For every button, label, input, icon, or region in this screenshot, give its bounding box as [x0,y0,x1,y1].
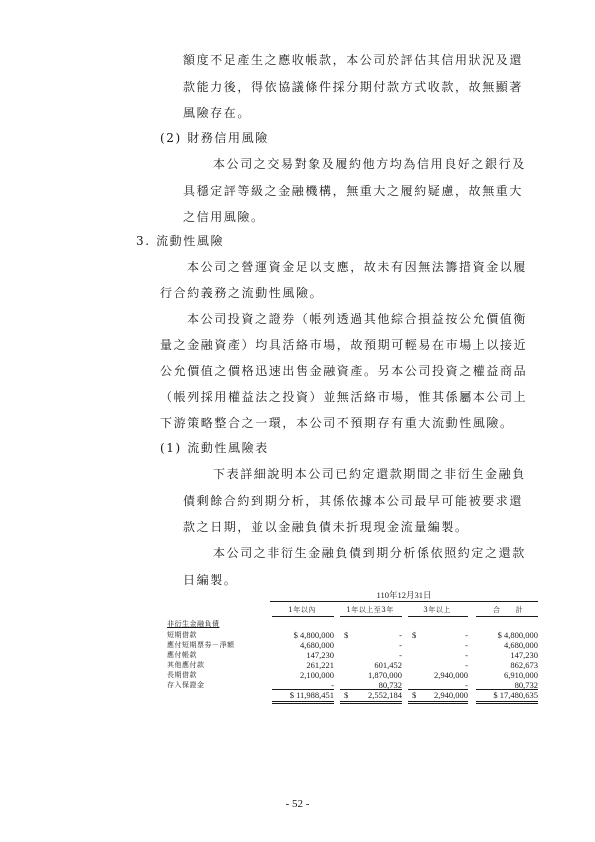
table-date-header: 110年12月31日 [376,590,432,600]
table-cell: 80,732 [514,680,538,690]
table-cell: 2,100,000 [300,670,334,680]
paragraph-line: 本公司之交易對象及履約他方均為信用良好之銀行及 [213,157,526,171]
table-cell: 80,732 [378,680,402,690]
row-label: 長期借款 [167,671,197,679]
section-heading: 3. 流動性風險 [136,234,225,248]
table-cell: 147,230 [510,650,538,660]
total-cell: $ 11,988,451 [289,690,334,700]
paragraph-line: 下表詳細說明本公司已約定還款期間之非衍生金融負 [213,467,526,481]
table-cell: - [399,650,402,660]
paragraph-line: 量之金融資產）均具活絡市場，故預期可輕易在市場上以接近 [160,338,528,352]
column-header: 3年以上 [423,606,451,614]
paragraph-line: 公允價值之價格迅速出售金融資產。另本公司投資之權益商品 [160,364,528,378]
row-label: 其他應付款 [167,661,205,669]
row-label: 應付短期票券－淨額 [167,641,235,649]
table-cell: - [465,680,468,690]
table-cell: 601,452 [374,660,402,670]
table-cell: 261,221 [306,660,334,670]
paragraph-line: 日編製。 [183,573,238,587]
table-cell: 4,680,000 [504,640,538,650]
paragraph-line: 本公司之營運資金足以支應，故未有因無法籌措資金以履 [187,260,528,274]
currency-sign: $ [344,630,349,640]
table-cell: 2,940,000 [434,670,468,680]
paragraph-line: （帳列採用權益法之投資）並無活絡市場，惟其係屬本公司上 [160,390,528,404]
table-cell: - [399,640,402,650]
total-cell: 2,940,000 [434,690,468,700]
currency-sign: $ [412,630,417,640]
table-section-title: 非衍生金融負債 [167,620,220,628]
paragraph-line: 風險存在。 [183,106,252,120]
paragraph-line: 下游策略整合之一環，本公司不預期存有重大流動性風險。 [160,416,514,430]
paragraph-line: 之信用風險。 [183,210,265,224]
table-cell: 147,230 [306,650,334,660]
table-cell: 4,680,000 [300,640,334,650]
row-label: 應付帳款 [167,651,197,659]
table-cell: 1,870,000 [368,670,402,680]
column-header: 合 計 [493,606,523,614]
table-cell: $ 4,800,000 [497,630,538,640]
table-cell: - [465,650,468,660]
paragraph-line: 債剩餘合約到期分析，其係依據本公司最早可能被要求還 [183,494,524,508]
total-currency: $ [412,690,417,700]
table-cell: - [465,660,468,670]
table-cell: - [465,630,468,640]
total-cell: 2,552,184 [368,690,402,700]
table-cell: $ 4,800,000 [293,630,334,640]
total-currency: $ [344,690,349,700]
subsection-heading: (1) 流動性風險表 [160,441,269,455]
paragraph-line: 款之日期，並以金融負債未折現現金流量編製。 [183,520,469,534]
paragraph-line: 款能力後，得依協議條件採分期付款方式收款，故無顯著 [183,80,524,94]
paragraph-line: 行合約義務之流動性風險。 [160,286,324,300]
table-cell: 6,910,000 [504,670,538,680]
paragraph-line: 本公司投資之證券（帳列透過其他綜合損益按公允價值衡 [187,312,528,326]
column-header: 1年以上至3年 [346,606,394,614]
page-number: - 52 - [285,798,310,810]
row-label: 短期借款 [167,631,197,639]
paragraph-line: 具穩定評等級之金融機構，無重大之履約疑慮，故無重大 [183,184,524,198]
total-cell: $ 17,480,635 [493,690,538,700]
row-label: 存入保證金 [167,681,205,689]
paragraph-line: 額度不足產生之應收帳款，本公司於評估其信用狀況及還 [183,53,524,67]
table-cell: - [331,680,334,690]
paragraph-line: 本公司之非衍生金融負債到期分析係依照約定之還款 [213,546,526,560]
subsection-heading: (2) 財務信用風險 [160,131,269,145]
table-cell: - [399,630,402,640]
table-cell: 862,673 [510,660,538,670]
column-header: 1年以內 [288,606,316,614]
table-cell: - [465,640,468,650]
